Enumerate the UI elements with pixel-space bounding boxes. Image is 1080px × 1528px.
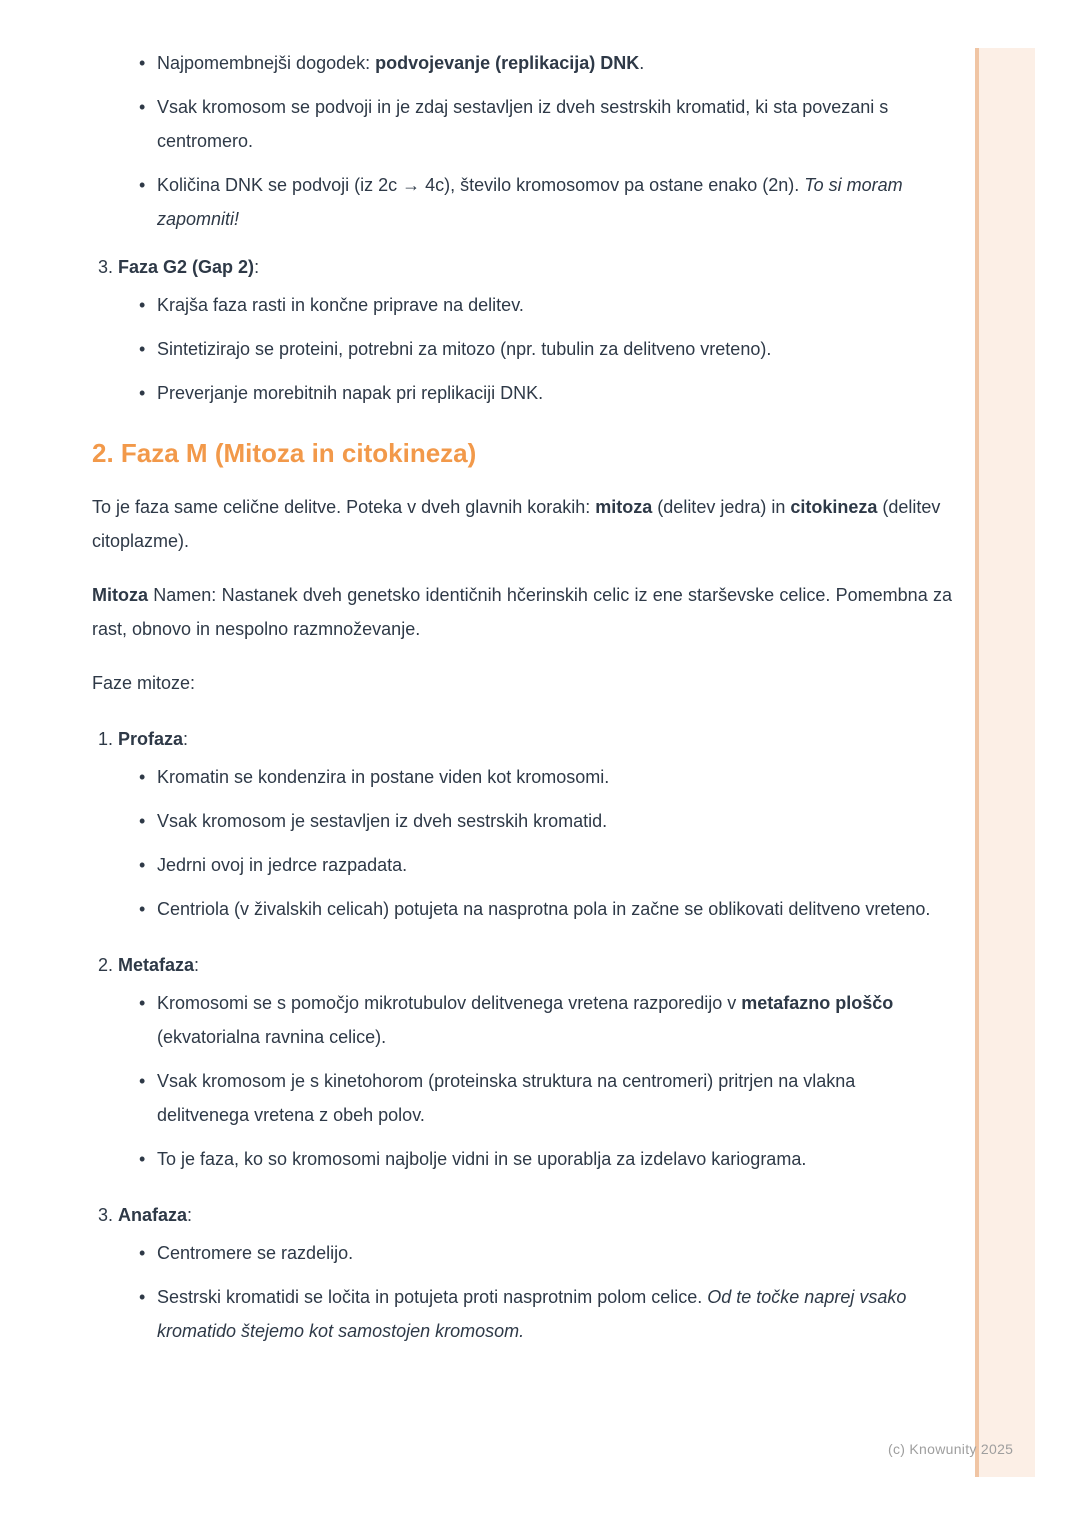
numbered-heading-metafaza: [98, 948, 952, 982]
document-content: [92, 46, 952, 1348]
text-segment: Sestrski kromatidi se ločita in potujeta proti nasprotnim polom celice.: [157, 1287, 708, 1307]
list-item: [137, 376, 952, 410]
text-segment: To je faza, ko so kromosomi najbolje vidni in se uporablja za izdelavo kariograma.: [157, 1149, 807, 1169]
list-item: [137, 1236, 952, 1270]
text-segment: To si moram zapomniti!: [157, 175, 903, 229]
list-item: [137, 46, 952, 80]
text-segment: 3.: [98, 1205, 119, 1225]
text-segment: Krajša faza rasti in končne priprave na delitev.: [157, 295, 524, 315]
list-item: [137, 1142, 952, 1176]
section-faza-g2: [92, 250, 952, 410]
profaza-bullet-list: [98, 760, 952, 926]
list-item: [137, 288, 952, 322]
faza-m-intro-paragraph: [92, 490, 952, 558]
text-segment: (ekvatorialna ravnina celice).: [157, 1027, 387, 1047]
text-segment: Centromere se razdelijo.: [157, 1243, 354, 1263]
text-segment: :: [183, 729, 189, 749]
numbered-heading-g2: [98, 250, 952, 284]
mitoza-namen-paragraph: [92, 578, 952, 646]
text-segment: To je faza same celične delitve. Poteka v dveh glavnih korakih:: [92, 497, 596, 517]
list-item: [137, 168, 952, 236]
text-segment: Sintetizirajo se proteini, potrebni za mitozo (npr. tubulin za delitveno vreteno).: [157, 339, 772, 359]
text-segment: Kromosomi se s pomočjo mikrotubulov delitvenega vretena razporedijo v: [157, 993, 742, 1013]
text-segment: :: [254, 257, 260, 277]
text-segment: 1.: [98, 729, 119, 749]
interphase-s-bullet-list: [92, 46, 952, 236]
text-segment: metafazno ploščo: [741, 993, 894, 1013]
list-item: [137, 892, 952, 926]
text-segment: Anafaza: [118, 1205, 188, 1225]
text-segment: :: [194, 955, 200, 975]
text-segment: Faza G2 (Gap 2): [118, 257, 255, 277]
list-item: [137, 1064, 952, 1132]
text-segment: 3.: [98, 257, 119, 277]
text-segment: Količina DNK se podvoji (iz 2c → 4c), število kromosomov pa ostane enako (2n).: [157, 175, 805, 195]
text-segment: Najpomembnejši dogodek:: [157, 53, 376, 73]
text-segment: :: [187, 1205, 193, 1225]
section-heading-faza-m: 2. Faza M (Mitoza in citokineza): [92, 438, 477, 468]
text-segment: podvojevanje (replikacija) DNK: [375, 53, 640, 73]
text-segment: Profaza: [118, 729, 184, 749]
list-item: [137, 760, 952, 794]
faze-mitoze-label: Faze mitoze:: [92, 673, 196, 693]
text-segment: Mitoza: [92, 585, 148, 605]
section-metafaza: [92, 948, 952, 1176]
text-segment: Preverjanje morebitnih napak pri replikaciji DNK.: [157, 383, 544, 403]
numbered-heading-profaza: [98, 722, 952, 756]
list-item: [137, 1280, 952, 1348]
text-segment: Vsak kromosom je s kinetohorom (proteinska struktura na centromeri) pritrjen na vlakna delitvenega vretena z obeh polov.: [157, 1071, 856, 1125]
list-item: [137, 332, 952, 366]
text-segment: Vsak kromosom je sestavljen iz dveh sestrskih kromatid.: [157, 811, 608, 831]
text-segment: (delitev citoplazme).: [92, 497, 941, 551]
anafaza-bullet-list: [98, 1236, 952, 1348]
text-segment: Centriola (v živalskih celicah) potujeta na nasprotna pola in začne se oblikovati delitveno vreteno.: [157, 899, 931, 919]
text-segment: mitoza: [595, 497, 653, 517]
list-item: [137, 90, 952, 158]
g2-bullet-list: [98, 288, 952, 410]
text-segment: Kromatin se kondenzira in postane viden kot kromosomi.: [157, 767, 610, 787]
metafaza-bullet-list: [98, 986, 952, 1176]
text-segment: Od te točke naprej vsako kromatido štejemo kot samostojen kromosom.: [157, 1287, 907, 1341]
text-segment: Vsak kromosom se podvoji in je zdaj sestavljen iz dveh sestrskih kromatid, ki sta povezani s centromero.: [157, 97, 889, 151]
watermark: (c) Knowunity 2025: [888, 1441, 1014, 1457]
list-item: [137, 804, 952, 838]
section-anafaza: [92, 1198, 952, 1348]
text-segment: Jedrni ovoj in jedrce razpadata.: [157, 855, 408, 875]
text-segment: .: [639, 53, 645, 73]
text-segment: Metafaza: [118, 955, 195, 975]
text-segment: (delitev jedra) in: [652, 497, 791, 517]
numbered-heading-anafaza: [98, 1198, 952, 1232]
text-segment: 2.: [98, 955, 119, 975]
text-segment: Namen: Nastanek dveh genetsko identičnih hčerinskih celic iz ene starševske celice. Pomembna za rast, obnovo in nespolno razmnoževanje.: [92, 585, 952, 639]
page-margin-stripe: [975, 48, 1035, 1477]
text-segment: citokineza: [790, 497, 878, 517]
section-profaza: [92, 722, 952, 926]
list-item: [137, 986, 952, 1054]
list-item: [137, 848, 952, 882]
